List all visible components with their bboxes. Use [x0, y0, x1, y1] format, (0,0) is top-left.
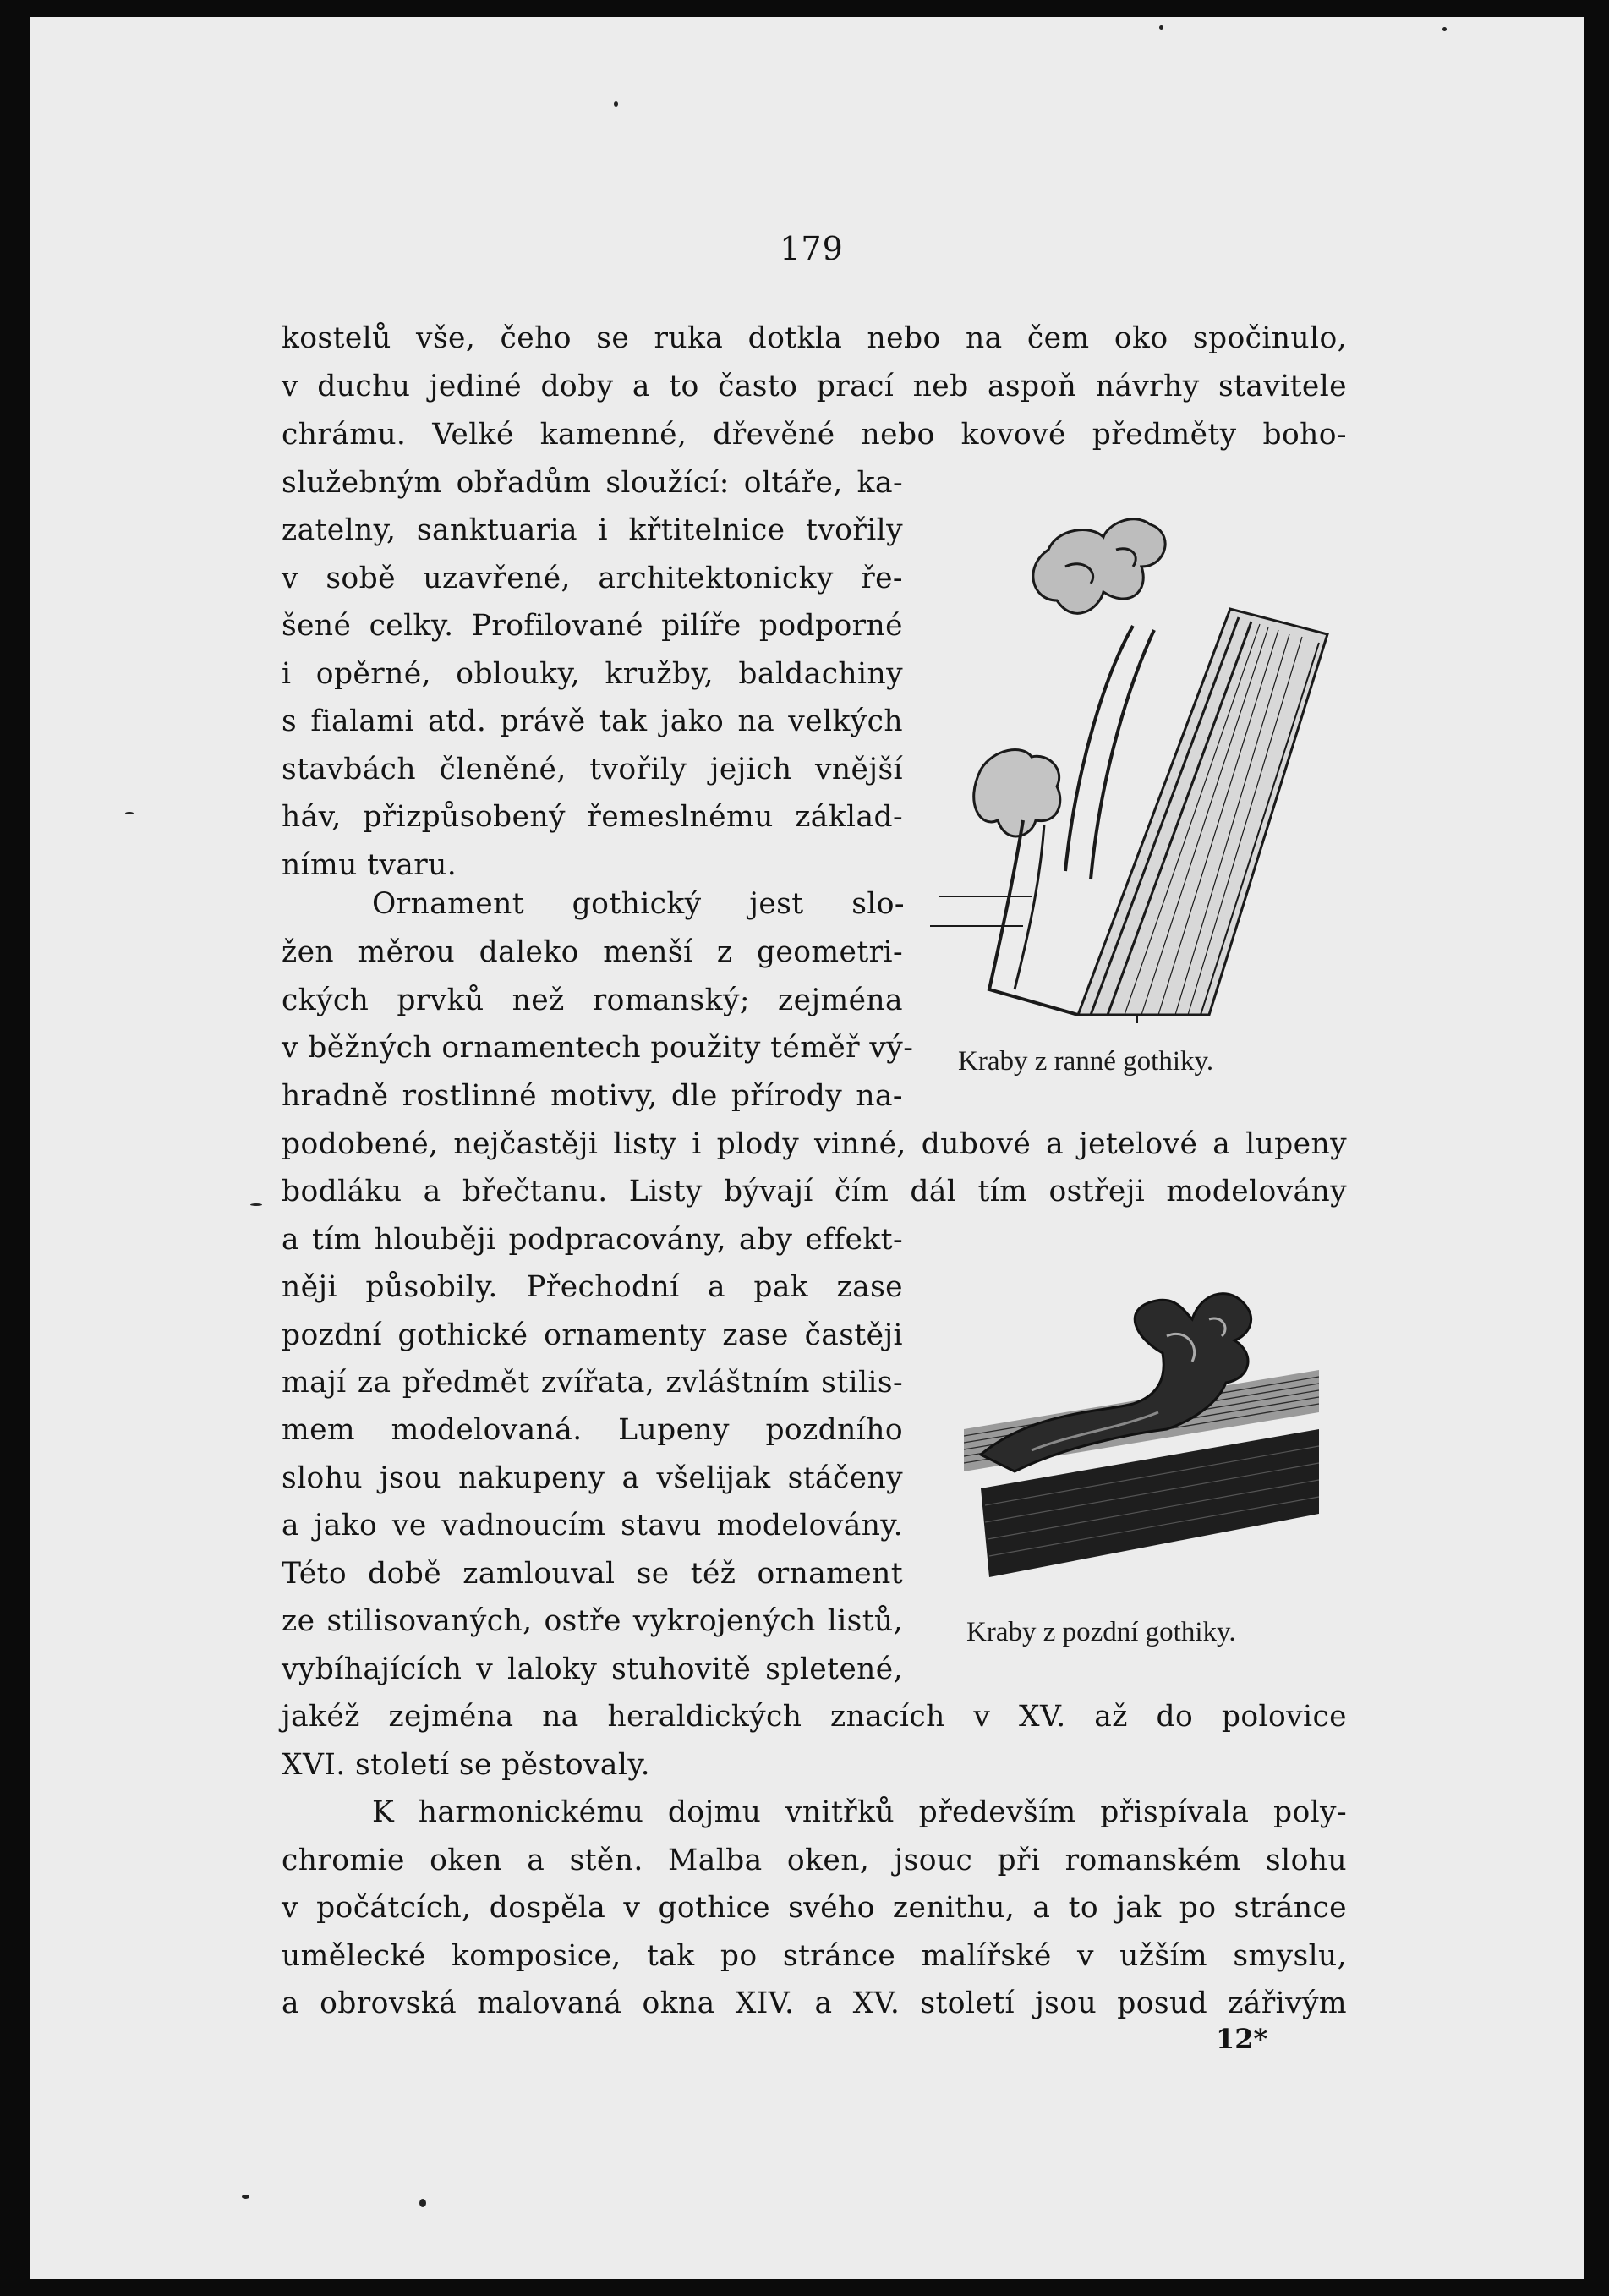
text-line: něji působily. Přechodní a pak zase	[282, 1270, 903, 1304]
early-gothic-crockets-illustration	[930, 516, 1336, 1023]
text-line: šené celky. Profilované pilíře podporné	[282, 609, 903, 643]
scan-speck	[419, 2199, 426, 2207]
text-line: jakéž zejména na heraldických znacích v XV. až do polovice	[282, 1700, 1347, 1734]
text-line: a jako ve vadnoucím stavu modelovány.	[282, 1509, 903, 1543]
text-line: slohu jsou nakupeny a všelijak stáčeny	[282, 1461, 903, 1495]
text-line: podobené, nejčastěji listy i plody vinné, dubové a jetelové a lupeny	[282, 1127, 1347, 1161]
text-line: vybíhajících v laloky stuhovitě spletené,	[282, 1652, 903, 1686]
text-line: K harmonickému dojmu vnitřků především přispívala poly-	[372, 1795, 1347, 1829]
text-line: stavbách členěné, tvořily jejich vnější	[282, 753, 903, 786]
text-line: Této době zamlouval se též ornament	[282, 1557, 903, 1591]
text-line: v sobě uzavřené, architektonicky ře-	[282, 562, 903, 595]
text-line: a obrovská malovaná okna XIV. a XV. století jsou posud zářivým	[282, 1986, 1347, 2020]
text-line: v běžných ornamentech použity téměř vý-	[282, 1031, 914, 1065]
scan-speck	[1442, 27, 1447, 31]
text-line: nímu tvaru.	[282, 848, 457, 882]
text-line: v počátcích, dospěla v gothice svého zenithu, a to jak po stránce	[282, 1891, 1347, 1925]
text-line: mem modelovaná. Lupeny pozdního	[282, 1413, 903, 1447]
figure-caption-early: Kraby z ranné gothiky.	[958, 1046, 1214, 1077]
text-line: chromie oken a stěn. Malba oken, jsouc při romanském slohu	[282, 1844, 1347, 1877]
page-number: 179	[780, 230, 844, 267]
text-line: v duchu jediné doby a to často prací neb aspoň návrhy stavitele	[282, 370, 1347, 403]
text-line: ze stilisovaných, ostře vykrojených listů,	[282, 1604, 903, 1638]
scan-speck	[242, 2195, 249, 2199]
text-line: kostelů vše, čeho se ruka dotkla nebo na čem oko spočinulo,	[282, 321, 1347, 355]
text-line: žen měrou daleko menší z geometri-	[282, 935, 903, 969]
text-line: umělecké komposice, tak po stránce malířské v užším smyslu,	[282, 1939, 1347, 1973]
text-line: háv, přizpůsobený řemeslnému základ-	[282, 800, 903, 834]
text-line: Ornament gothický jest slo-	[372, 887, 905, 921]
text-line: mají za předmět zvířata, zvláštním stilis-	[282, 1366, 903, 1400]
text-line: i opěrné, oblouky, kružby, baldachiny	[282, 657, 903, 691]
text-line: bodláku a břečtanu. Listy bývají čím dál tím ostřeji modelovány	[282, 1175, 1347, 1208]
late-gothic-crocket-illustration	[964, 1285, 1319, 1581]
text-line: hradně rostlinné motivy, dle přírody na-	[282, 1079, 903, 1113]
figure-caption-late: Kraby z pozdní gothiky.	[966, 1617, 1236, 1647]
text-line: ckých prvků než romanský; zejména	[282, 984, 903, 1017]
signature-mark: 12*	[1216, 2023, 1268, 2055]
text-line: s fialami atd. právě tak jako na velkých	[282, 704, 903, 738]
scan-speck	[250, 1203, 262, 1206]
text-line: chrámu. Velké kamenné, dřevěné nebo kovové předměty boho-	[282, 418, 1347, 452]
text-line: služebným obřadům sloužící: oltáře, ka-	[282, 466, 903, 500]
scan-speck	[125, 812, 134, 814]
text-line: zatelny, sanktuaria i křtitelnice tvořily	[282, 513, 903, 547]
scan-speck	[614, 101, 618, 107]
text-line: pozdní gothické ornamenty zase častěji	[282, 1318, 903, 1352]
text-line: a tím hlouběji podpracovány, aby effekt-	[282, 1223, 903, 1257]
text-line: XVI. století se pěstovaly.	[282, 1748, 650, 1782]
scan-speck	[1159, 25, 1163, 30]
